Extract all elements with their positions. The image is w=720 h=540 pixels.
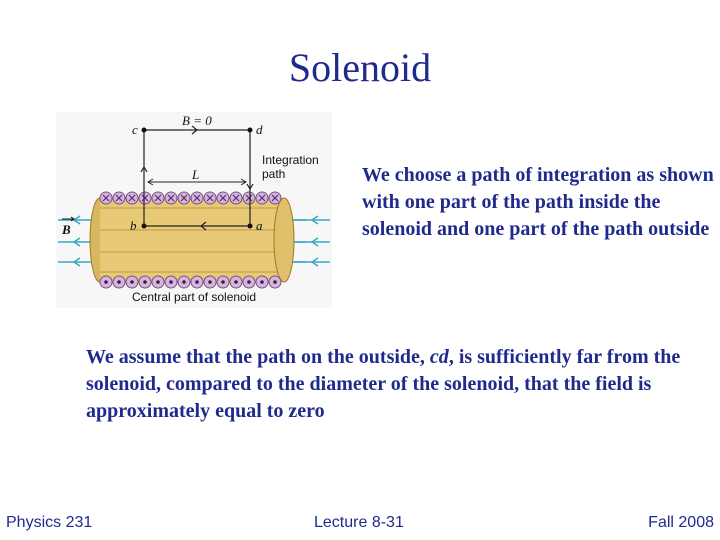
- solenoid-figure: [56, 112, 332, 308]
- label-d: d: [256, 122, 263, 137]
- footer-term: Fall 2008: [648, 514, 714, 531]
- label-c: c: [132, 122, 138, 137]
- label-b: b: [130, 218, 137, 233]
- label-a: a: [256, 218, 263, 233]
- solenoid-body: [90, 198, 294, 282]
- slide-title: Solenoid: [288, 45, 432, 90]
- path-description: We choose a path of integration as shown with one part of the path inside the solenoid and one part of the path outside: [362, 164, 714, 240]
- figure-caption: Central part of solenoid: [132, 290, 257, 304]
- assumption-text-1: We assume that the path on the outside,: [86, 346, 430, 368]
- footer-course: Physics 231: [6, 514, 93, 531]
- assumption-paragraph: [86, 344, 686, 425]
- assumption-italic: cd: [429, 346, 449, 368]
- solenoid-diagram: [56, 112, 332, 308]
- assumption-text-2: , is sufficiently far from the solenoid, compared to the diameter of the solenoid, that the field is approximately equal to zero: [86, 346, 681, 422]
- footer-lecture: Lecture 8-31: [314, 514, 404, 531]
- label-integration: Integration: [262, 153, 319, 167]
- label-b-equals-zero: B = 0: [182, 113, 212, 128]
- label-path: path: [262, 167, 286, 181]
- label-length: L: [192, 167, 200, 182]
- label-b-vector: B: [62, 222, 71, 237]
